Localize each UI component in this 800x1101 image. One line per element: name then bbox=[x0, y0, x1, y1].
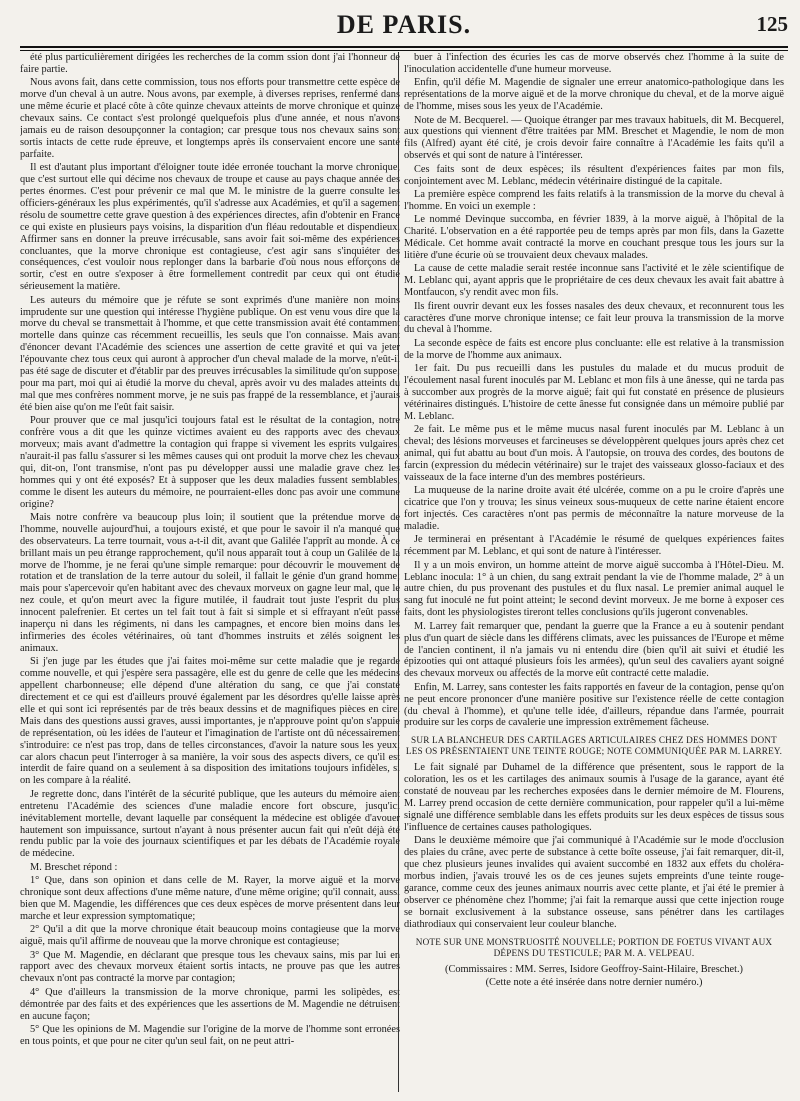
editor-note: (Cette note a été insérée dans notre dernier numéro.) bbox=[485, 977, 703, 989]
paragraph: La première espèce comprend les faits relatifs à la transmission de la morve du cheval à l'homme. En voici un exemple : bbox=[404, 188, 784, 212]
paragraph: Enfin, M. Larrey, sans contester les faits rapportés en faveur de la contagion, pense qu'on ne peut encore prononcer d'une manière positive sur l'existence réelle de cette contagion (du cheval à l'homme), et qu'une telle idée, d'ailleurs, répandue dans l'armée, pourrait produire sur les corps de cavalerie une impression extrêmement fâcheuse. bbox=[404, 681, 784, 729]
paragraph: Note de M. Becquerel. — Quoique étranger par mes travaux habituels, dit M. Becquerel, aux questions qui viennent d'être traitées par MM. Breschet et Magendie, le nom de mon fils (Alfred) ayant été cité, je crois devoir faire connaître à l'Académie les faits qu'il a observés et qui sont de nature à l'intéresser. bbox=[404, 114, 784, 162]
left-column bbox=[20, 52, 400, 1092]
paragraph: M. Larrey fait remarquer que, pendant la guerre que la France a eu à soutenir pendant plus d'un quart de siècle dans les différens climats, avec les puissances de l'Europe et même de l'ancien continent, il n'a jamais vu ni entendu dire (bien qu'il ait suivi et étudié les épizooties qui ont attaqué plusieurs fois les armées), qu'un seul des cavaliers ayant soigné des chevaux morveux ou affectés de la morve eût contracté cette maladie. bbox=[404, 620, 784, 680]
paragraph: Il y a un mois environ, un homme atteint de morve aiguë succomba à l'Hôtel-Dieu. M. Leblanc inocula: 1° à un chien, du sang extrait pendant la vie de l'homme malade, 2° à un autre chien, du pus provenant des pustules et du flux nasal. Le premier animal auquel le sang fut inoculé ne fut point atteint; le second devint morveux. Je me borne à exposer ces faits, dont les physiologistes tireront telles conclusions qu'ils jugeront convenables. bbox=[404, 559, 784, 619]
paragraph: 2e fait. Le même pus et le même mucus nasal furent inoculés par M. Leblanc à un cheval; des lésions morveuses et farcineuses se développèrent quelques jours après chez cet animal, qui fut abattu au bout d'un mois. À l'autopsie, on trouva des cordes, des boutons de farcin (expression du médecin vétérinaire) sur le trajet des vaisseaux glosso-faciaux et des vaisseaux de la face interne d'un des membres postérieurs. bbox=[404, 424, 784, 483]
paragraph: Le nommé Devinque succomba, en février 1839, à la morve aiguë, à l'hôpital de la Charité. L'observation en a été rapportée peu de temps après par mon fils, dans la Gazette Médicale. Cet homme avait contracté la morve en couchant presque tous les jours sur la litière d'une écurie où se trouvaient deux chevaux malades. bbox=[404, 214, 784, 261]
list-item: 2° Qu'il a dit que la morve chronique était beaucoup moins contagieuse que la morve aiguë, mais qu'il affirme de nouveau que la morve chronique est contagieuse; bbox=[20, 924, 400, 948]
section-heading: NOTE SUR UNE MONSTRUOSITÉ NOUVELLE; PORTION DE FOETUS VIVANT AUX DÉPENS DU TESTICULE; PAR M. A. VELPEAU. bbox=[415, 936, 773, 958]
paragraph: La seconde espèce de faits est encore plus concluante: elle est relative à la transmission de la morve de l'homme aux animaux. bbox=[404, 337, 784, 361]
paragraph: Il est d'autant plus important d'éloigner toute idée erronée touchant la morve chronique, que c'est surtout elle qui décime nos chevaux de troupe et cause au pays chaque année des pertes énormes. C'est pour prévenir ce mal que M. le ministre de la guerre consulte les officiers-généraux les plus expérimentés, qu'il s'adresse aux Académies, et qu'il a sagement résolu de soumettre cette grave question à des expériences directes, afin d'obtenir en France ce qui existe en plusieurs pays voisins, la disparition d'un fléau redoutable et dispendieux. Affirmer sans en donner la preuve irrécusable, sans avoir fait soi-même des expériences concluantes, que la morve chronique est contagieuse, c'est agir sans s'inquiéter des conséquences, c'est vouloir nous replonger dans la barbarie d'où nous nous efforçons de sortir, c'est en outre s'exposer à être formellement contredit par ceux qui ont étudié sérieusement la matière. bbox=[20, 162, 400, 293]
paragraph: Je terminerai en présentant à l'Académie le résumé de quelques expériences faites récemment par M. Leblanc, et qui sont de nature à l'intéresser. bbox=[404, 534, 784, 558]
column-divider bbox=[398, 52, 399, 1092]
paragraph: Pour prouver que ce mal jusqu'ici toujours fatal est le résultat de la contagion, notre confrère vous a dit que les quinze victimes avaient eu des rapports avec des chevaux morveux; mais avant d'admettre la contagion qui frappe si vivement les esprits vulgaires, n'aurait-il pas fallu s'assurer si les mêmes causes qui ont produit la morve chez les chevaux qui, dit-on, l'ont transmise, n'ont pas pu développer aussi une maladie grave chez les hommes qui y ont été exposés? Et à supposer que les deux maladies fussent semblables, comme le disent les auteurs du mémoire, ne pourraient-elles donc pas avoir une commune origine? bbox=[20, 415, 400, 510]
paragraph: Nous avons fait, dans cette commission, tous nos efforts pour transmettre cette espèce de morve d'un cheval à un autre. Nous avons, par exemple, à diverses reprises, renfermé dans une même écurie et placé côte à côte quinze chevaux atteints de morve chronique et quinze chevaux sains. Ce contact s'est prolongé quelquefois plus d'une année, et nous n'avons jamais eu de raison desoupçonner la contagion; car presque tous nos chevaux sains sont sortis intacts de cette rude épreuve, et longtemps après ils conservaient encore une santé parfaite. bbox=[20, 77, 400, 160]
paragraph: Enfin, qu'il défie M. Magendie de signaler une erreur anatomico-pathologique dans les représentations de la morve aiguë et de la morve chronique du cheval, et de la morve aiguë de l'homme, mises sous les yeux de l'Académie. bbox=[404, 77, 784, 113]
list-item: 1° Que, dans son opinion et dans celle de M. Rayer, la morve aiguë et la morve chronique sont deux affections d'une même nature, d'une même origine; qu'il connait, aussi bien que M. Magendie, les différences que ces deux espèces de morve présentent dans leur marche et leur expression symptomatique; bbox=[20, 875, 400, 922]
list-item: 4° Que d'ailleurs la transmission de la morve chronique, parmi les solipèdes, est démontrée par des faits et des expériences que les assertions de M. Magendie ne détruisent en aucune façon; bbox=[20, 986, 400, 1022]
paragraph: La muqueuse de la narine droite avait été ulcérée, comme on a pu le croire d'après une cicatrice que l'on y trouva; les sinus veineux sous-muqueux de cette narine étaient encore fort injectés. Ces caractères n'ont pas permis de méconnaître la nature morveuse de la maladie. bbox=[404, 485, 784, 532]
header-rule bbox=[20, 46, 788, 48]
list-item: 5° Que les opinions de M. Magendie sur l'origine de la morve de l'homme sont erronées en tous points, et que pour ne citer qu'un seul fait, on ne peut attri- bbox=[20, 1024, 400, 1047]
page-number: 125 bbox=[756, 12, 788, 36]
paragraph: Les auteurs du mémoire que je réfute se sont exprimés d'une manière non moins imprudente sur une question qui intéresse l'hygiène publique. On est venu vous dire que la morve du cheval se transmettait à l'homme, et que cette transmission avait été contamment mortelle dans quinze cas récemment recueillis, les seuls que l'on connaisse. Mais avant d'énoncer devant l'Académie des sciences une assertion de cette gravité et qui va jeter l'épouvante chez tous ceux qui auront à approcher d'un cheval malade de la morve, n'eût-il pas été sage de discuter et d'établir par des preuves irrécusables la similitude qu'on suppose; pour ma part, moi qui ai étudié la morve du cheval, après avoir vu des malades atteints du mal que mes confrères nomment morve, je ne suis pas frappé de la ressemblance, et j'aurais été bien aise qu'on me l'eût fait saisir. bbox=[20, 294, 400, 413]
paragraph: Le fait signalé par Duhamel de la différence que présentent, sous le rapport de la coloration, les os et les cartilages des animaux soumis à l'usage de la garance, ayant été constaté de nouveau par les recherches exposées dans le dernier mémoire de M. Flourens, M. Larrey prend occasion de cette dernière communication, pour rappeler qu'il a lui-même signalé une différence semblable dans les effets produits sur les deux espèces de tissus sous l'influence de certaines causes pathologiques. bbox=[404, 762, 784, 833]
paragraph: Mais notre confrère va beaucoup plus loin; il soutient que la prétendue morve de l'homme, nouvelle aujourd'hui, a toujours existé, et que pour le savoir il n'a manqué que des observateurs. La terre tournait, vous a-t-il dit, avant que Galilée l'apprît au monde. À ce brillant mais un peu étrange rapprochement, qu'il nous apparaît tout à coup un Galilée de la morve de l'homme, je ne ferai qu'une simple remarque: pour découvrir le mouvement de rotation et de translation de la terre autour du soleil, il fallait le génie d'un grand homme; mais pour s'apercevoir qu'en habitant avec des chevaux morveux on gagne leur mal, que le nez coule, et qu'on meurt avec la figure mutilée, il faudrait tout juste l'esprit du plus innocent palefrenier. Et certes un tel fait tout à fait si simple et si effrayant n'eût passé inaperçu ni dans les régiments, ni dans les campagnes, et encore bien moins dans les infirmeries des écoles vétérinaires, où tant d'hommes instruits et zélés soignent les animaux. bbox=[20, 511, 400, 654]
paragraph: Je regrette donc, dans l'intérêt de la sécurité publique, que les auteurs du mémoire aient entretenu l'Académie des sciences d'une maladie encore fort obscure, jusqu'ici inévitablement mortelle, devant laquelle par conséquent la médecine est obligée d'avouer hautement son impuissance, surtout n'ayant à nous présenter aucun fait qui n'eût déjà été rendu public par la voie des journaux scientifiques et par les débats de l'Académie royale de médecine. bbox=[20, 788, 400, 860]
speaker-line: M. Breschet répond : bbox=[30, 861, 118, 873]
paragraph: Ces faits sont de deux espèces; ils résultent d'expériences faites par mon fils, conjointement avec M. Leblanc, médecin vétérinaire distingué de la capitale. bbox=[404, 163, 784, 187]
paragraph: Si j'en juge par les études que j'ai faites moi-même sur cette maladie que je regarde comme nouvelle, et qui j'espère sera passagère, elle est du genre de celle que les médecins appellent charbonneuse; elle dépend d'une altération du sang, ce que j'ai constaté directement et ce qui est d'ailleurs prouvé également par les désordres qu'elle laisse après elle et qui sont ici représentés par de très beaux dessins et de magnifiques pièces en cire. Mais dans des questions aussi graves, aussi importantes, je n'approuve point qu'on s'appuie de représentation, où les idées de l'auteur et l'imagination de l'artiste ont dû nécessairement s'introduire: ce n'est pas trop, dans de telles circonstances, d'avoir la nature sous les yeux; car alors chacun peut l'interroger à sa manière, la voir sous des aspects divers, ce qu'il est interdit de faire quand on a seulement à sa disposition des imitations toujours infidèles, si on les compare à la réalité. bbox=[20, 656, 400, 787]
paragraph: La cause de cette maladie serait restée inconnue sans l'activité et le zèle scientifique de M. Leblanc qui, ayant appris que le propriétaire de ces deux chevaux les avait fait abattre à Montfaucon, s'y rendit avec mon fils. bbox=[404, 263, 784, 299]
right-column bbox=[404, 52, 784, 1092]
paragraph: Ils firent ouvrir devant eux les fosses nasales des deux chevaux, et reconnurent tous les caractères d'une morve chronique intense; ce fait leur prouva la transmission de la morve du cheval à l'homme. bbox=[404, 300, 784, 336]
paragraph: Dans le deuxième mémoire que j'ai communiqué à l'Académie sur le mode d'occlusion des plaies du crâne, avec perte de substance à cette boîte osseuse, j'ai fait remarquer, dit-il, que chez plusieurs jeunes invalides qui avaient succombé en 1832 aux effets du choléra-morbus indien, j'avais trouvé les os de ces jeunes sujets empreints d'une teinte rouge-garance, comme ceux des jeunes animaux nourris avec cette plante, et j'ai été le premier à observer ce phénomène chez l'homme; j'ai fait la remarque aussi que cette injection rouge se bornait exclusivement à la substance osseuse, sans pénétrer dans les cartilages diathrodiaux qui conservaient leur couleur blanche. bbox=[404, 835, 784, 930]
masthead: DE PARIS. bbox=[336, 10, 472, 39]
paragraph: buer à l'infection des écuries les cas de morve observés chez l'homme à la suite de l'inoculation accidentelle d'une humeur morveuse. bbox=[404, 52, 784, 75]
paragraph: 1er fait. Du pus recueilli dans les pustules du malade et du mucus produit de l'écoulement nasal furent inoculés par M. Leblanc et mon fils à une ânesse, qui ne tarda pas à succomber aux progrès de la morve aiguë; fait qui fut constaté en présence de plusieurs vétérinaires distingués. L'histoire de cette ânesse fut consignée dans un mémoire publié par M. Leblanc. bbox=[404, 363, 784, 422]
list-item: 3° Que M. Magendie, en déclarant que presque tous les chevaux sains, mis par lui en rapport avec des chevaux morveux étaient sortis intacts, ne prouve pas que les autres chevaux n'ont pas contracté la morve par contagion; bbox=[20, 949, 400, 985]
page-header bbox=[20, 10, 788, 50]
header-rule-thin bbox=[20, 50, 788, 51]
paragraph: été plus particulièrement dirigées les recherches de la comm ssion dont j'ai l'honneur de faire partie. bbox=[20, 52, 400, 75]
committee-line: (Commissaires : MM. Serres, Isidore Geoffroy-Saint-Hilaire, Breschet.) bbox=[445, 963, 743, 975]
section-heading: SUR LA BLANCHEUR DES CARTILAGES ARTICULAIRES CHEZ DES HOMMES DONT LES OS PRÉSENTAIENT UNE TEINTE ROUGE; NOTE COMMUNIQUÉE PAR M. LARREY. bbox=[405, 735, 783, 757]
